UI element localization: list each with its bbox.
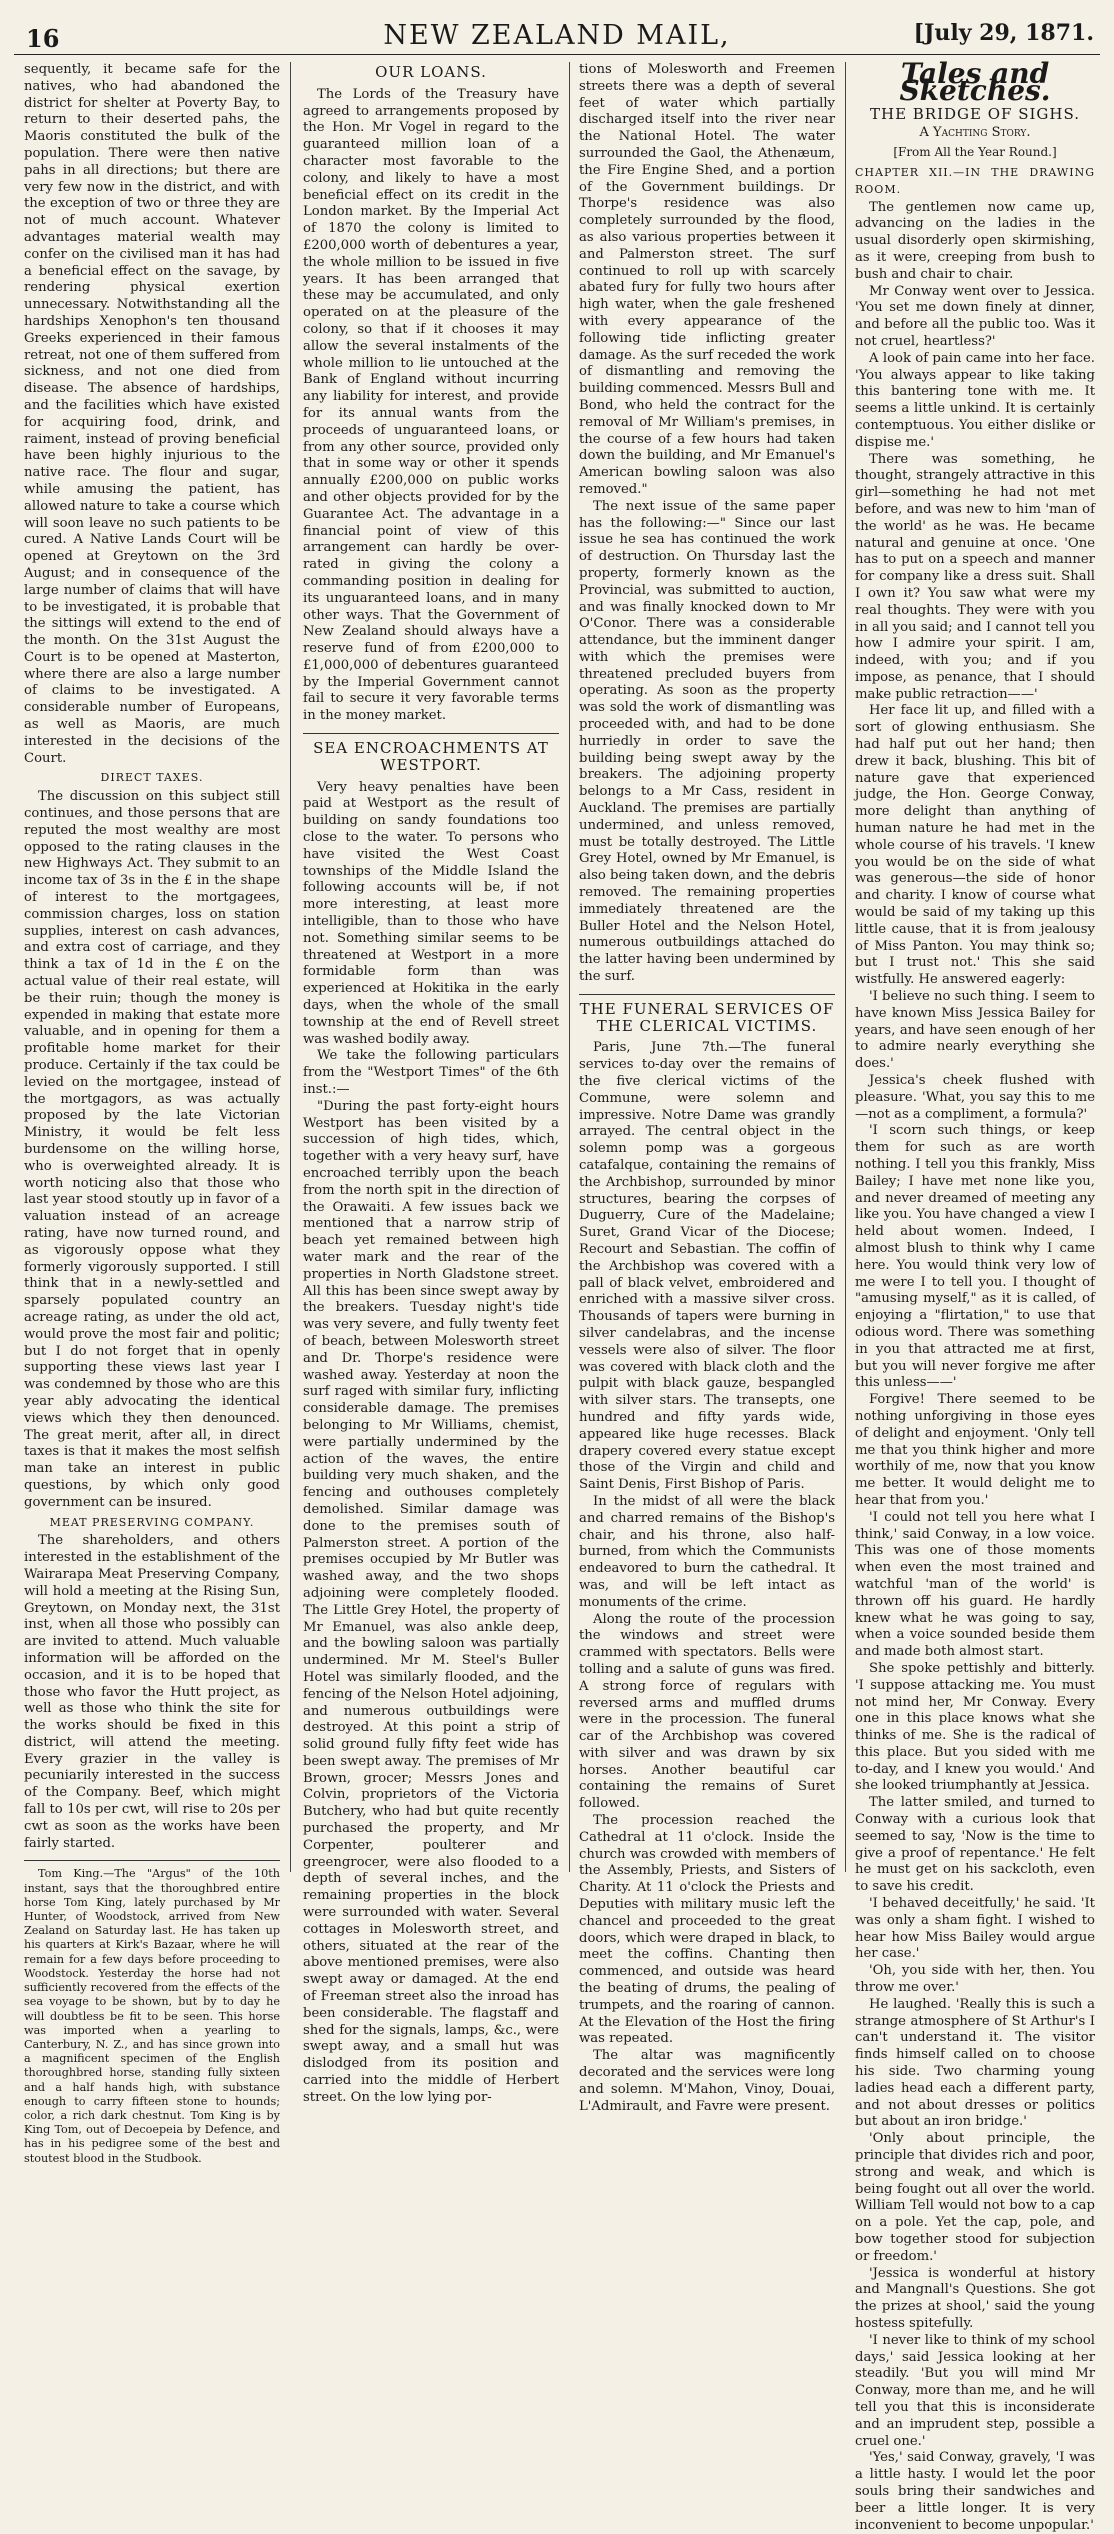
story-paragraph: Mr Conway went over to Jessica. 'You set me down finely at dinner, and before all the public too. Was it not cruel, heartless?' bbox=[855, 283, 1095, 349]
story-paragraph: 'Yes,' said Conway, gravely, 'I was a little hasty. I would let the poor souls bring their sandwiches and beer a little longer. It is very inconvenient to become unpopular.' bbox=[855, 2450, 1095, 2533]
story-subtitle: A Yachting Story. bbox=[919, 125, 1031, 141]
article-paragraph: tions of Molesworth and Freemen streets there was a depth of several feet of water which partially discharged itself into the river near the National Hotel. The water surrounded the Gaol, the Athenæum, the Fire Engine Shed, and a portion of the Government buildings. Dr Thorpe's residence was also completely surrounded by the flood, as also various properties between it and Palmerston street. The surf continued to roll up with scarcely abated fury for fully two hours after high water, when the gale freshened with every appearance of the following tide inflicting greater damage. As the surf receded the work of dismantling and removing the building commenced. Messrs Bull and Bond, who held the contract for the removal of Mr William's premises, in the course of a few hours had taken down the building, and Mr Emanuel's American bowling saloon was also removed." bbox=[579, 62, 835, 497]
section-title: Tales and Sketches. bbox=[899, 57, 1051, 107]
story-paragraph: 'Jessica is wonderful at history and Mangnall's Questions. She got the prizes at shool,' said the young hostess spitefully. bbox=[855, 2265, 1095, 2331]
article-paragraph: The procession reached the Cathedral at 11 o'clock. Inside the church was crowded with members of the Assembly, Priests, and Sisters of Charity. At 11 o'clock the Priests and Deputies with military music left the chancel and proceeded to the great doors, which were draped in black, to meet the coffins. Chanting then commenced, and outside was heard the beating of drums, the pealing of trumpets, and the roaring of cannon. At the Elevation of the Host the firing was repeated. bbox=[579, 1813, 835, 2047]
story-paragraph: 'I behaved deceitfully,' he said. 'It was only a sham fight. I wished to hear how Miss Bailey would argue her case.' bbox=[855, 1896, 1095, 1962]
story-paragraph: She spoke pettishly and bitterly. 'I suppose attacking me. You must not mind her, Mr Conway. Every one in this place knows what she thinks of me. She is the radical of this place. But you sided with me to-day, and I knew you would.' And she looked triumphantly at Jessica. bbox=[855, 1660, 1095, 1794]
chapter-heading: CHAPTER XII.—IN THE DRAWING ROOM. bbox=[855, 165, 1095, 196]
article-paragraph: The discussion on this subject still continues, and those persons that are reputed the most wealthy are most opposed to the rating clauses in the new Highways Act. They submit to an income tax of 3s in the £ in the shape of interest to the mortgagees, commission charges, loss on station supplies, interest on cash advances, and extra cost of carriage, and they think a tax of 1d in the £ on the actual value of their real estate, will be their ruin; though the money is expended in making that estate more valuable, and in opening for them a profitable home market for their produce. Certainly if the tax could be levied on the mortgagee, instead of the mortgagors, as was actually proposed by the late Victorian Ministry, it would be felt less burdensome on the willing horse, who is overweighted already. It is worth noticing also that those who last year stood stoutly up in favor of a valuation instead of an acreage rating, have now turned round, and as vigorously oppose what they formerly vigorously supported. I still think that in a newly-settled and sparsely populated country an acreage rating, as under the old act, would prove the most fair and politic; but I do not forget that in openly supporting these views last year I was condemned by those who are this year ably advocating the identical views which they then denounced. The great merit, after all, in direct taxes is that it makes the most selfish man take an interest in public questions, by which only good government can be insured. bbox=[24, 789, 280, 1510]
article-paragraph: The altar was magnificently decorated and the services were long and solemn. M'Mahon, Vinoy, Douai, L'Admirault, and Favre were present. bbox=[579, 2048, 835, 2114]
story-paragraph: 'Only about principle, the principle that divides rich and poor, strong and weak, and which is being fought out all over the world. William Tell would not bow to a cap on a pole. Yet the cap, pole, and bow together stood for subjection or freedom.' bbox=[855, 2131, 1095, 2264]
story-paragraph: 'I believe no such thing. I seem to have known Miss Jessica Bailey for years, and have seen enough of her to admire nearly everything she does.' bbox=[855, 989, 1095, 1072]
news-item: Tom King.—The "Argus" of the 10th instant, says that the thoroughbred entire horse Tom King, lately purchased by Mr Hunter, of Woodstock, arrived from New Zealand on Saturday last. He has taken up his quarters at Kirk's Bazaar, where he will remain for a few days before proceeding to Woodstock. Yesterday the horse had not sufficiently recovered from the effects of the sea voyage to be shown, but by to day he will doubtless be fit to be seen. This horse was imported when a yearling to Canterbury, N. Z., and has since grown into a magnificent specimen of the English thoroughbred horse, standing fully sixteen and a half hands high, with substance enough to carry fifteen stone to hounds; color, a rich dark chestnut. Tom King is by King Tom, out of Decoepeia by Defence, and has in his pedigree some of the best and stoutest blood in the Studbook. bbox=[24, 1867, 280, 2165]
article-heading: OUR LOANS. bbox=[375, 63, 487, 81]
story-paragraph: Her face lit up, and filled with a sort of glowing enthusiasm. She had half put out her hand; then drew it back, blushing. This bit of nature gave that experienced judge, the Hon. George Conway, more delight than anything of human nature he had met in the whole course of his travels. 'I knew you would be on the side of what was generous—the side of honor and charity. I know of course what would be said of my taking up this little cause, that it is from jealousy of Miss Panton. You may think so; but I trust not.' This she said wistfully. He answered eagerly: bbox=[855, 703, 1095, 988]
column-4 bbox=[855, 57, 1095, 2533]
story-paragraph: 'I could not tell you here what I think,' said Conway, in a low voice. This was one of those moments when even the most trained and watchful 'man of the world' is thrown off his guard. He hardly knew what he was going to say, when a voice sounded beside them and made both almost start. bbox=[855, 1509, 1095, 1660]
article-paragraph: The Lords of the Treasury have agreed to arrangements proposed by the Hon. Mr Vogel in regard to the guaranteed million loan of a character most favorable to the colony, and likely to have a most beneficial effect on its credit in the London market. By the Imperial Act of 1870 the colony is limited to £200,000 worth of debentures a year, the whole million to be issued in five years. It has been arranged that these may be accumulated, and only operated on at the pleasure of the colony, so that if it chooses it may allow the several instalments of the whole million to lie untouched at the Bank of England without incurring any liability for interest, and provide for its annual wants from the proceeds of unguaranteed loans, or from any other source, provided only that in some way or other it spends annually £200,000 on public works and other objects provided for by the Guarantee Act. The advantage in a financial point of view of this arrangement can hardly be over-rated in giving the colony a commanding position in dealing for its unguaranteed loans, and in many other ways. That the Government of New Zealand should always have a reserve fund of from £200,000 to £1,000,000 of debentures guaranteed by the Imperial Government cannot fail to secure it very favorable terms in the money market. bbox=[303, 86, 559, 724]
story-paragraph: A look of pain came into her face. 'You always appear to like taking this bantering tone with me. It seems a little unkind. It is certainly contemptuous. You either dislike or dispise me.' bbox=[855, 350, 1095, 450]
issue-date: [July 29, 1871. bbox=[913, 20, 1094, 46]
article-paragraph: "During the past forty-eight hours Westport has been visited by a succession of high tides, which, together with a very heavy surf, have encroached terribly upon the beach from the north spit in the direction of the Orawaiti. A few issues back we mentioned that a narrow strip of beach yet remained between high water mark and the rear of the properties in North Gladstone street. All this has been since swept away by the breakers. Tuesday night's tide was very severe, and fully twenty feet of beach, between Molesworth street and Dr. Thorpe's residence were washed away. Yesterday at noon the surf raged with similar fury, inflicting considerable damage. The premises belonging to Mr Williams, chemist, were partially undermined by the action of the waves, the entire building very much shaken, and the fencing and outhouses completely demolished. Similar damage was done to the premises south of Palmerston street. A portion of the premises occupied by Mr Butler was washed away, and the two shops adjoining were completely flooded. The Little Grey Hotel, the property of Mr Emanuel, was also ankle deep, and the bowling saloon was partially undermined. Mr M. Steel's Buller Hotel was similarly flooded, and the fencing of the Nelson Hotel adjoining, and numerous outbuildings were destroyed. At this point a strip of solid ground fully fifty feet wide has been swept away. The premises of Mr Brown, grocer; Messrs Jones and Colvin, proprietors of the Victoria Butchery, who had but quite recently purchased the property, and Mr Corpenter, poulterer and greengrocer, were also flooded to a depth of several inches, and the remaining properties in the block were surrounded with water. Several cottages in Molesworth street, and others, situated at the rear of the above mentioned premises, were also swept away or damaged. At the end of Freeman street also the inroad has been considerable. The flagstaff and shed for the signals, lamps, &c., were swept away, and a small hut was dislodged from its position and carried into the middle of Herbert street. On the low lying por- bbox=[303, 1098, 559, 2105]
masthead bbox=[14, 10, 1100, 55]
newspaper-page bbox=[14, 10, 1100, 2533]
article-heading: THE FUNERAL SERVICES OF THE CLERICAL VICTIMS. bbox=[579, 999, 835, 1035]
story-source: [From All the Year Round.] bbox=[893, 145, 1057, 160]
article-paragraph: sequently, it became safe for the natives, who had abandoned the district for shelter at Poverty Bay, to return to their deserted pahs, the Maoris constituted the bulk of the population. There were then native pahs in all directions; but there are very few now in the district, and with the exception of two or three they are not of much account. Whatever advantages material wealth may confer on the civilised man it has had a beneficial effect on the savage, by rendering physical exertion unnecessary. Notwithstanding all the hardships Xenophon's ten thousand Greeks experienced in their famous retreat, not one of them suffered from sickness, and not one died from disease. The absence of hardships, and the facilities which have existed for acquiring food, drink, and raiment, instead of proving beneficial have been highly injurious to the native race. The flour and sugar, while amusing the patient, has allowed nature to take a course which will soon leave no such patients to be cured. A Native Lands Court will be opened at Greytown on the 3rd August; and in consequence of the large number of claims that will have to be investigated, it is probable that the sittings will extend to the end of the month. On the 31st August the Court is to be opened at Masterton, where there are also a large number of claims to be investigated. A considerable number of Europeans, as well as Maoris, are much interested in the decisions of the Court. bbox=[24, 62, 280, 766]
column-rule bbox=[290, 62, 291, 1872]
article-paragraph: We take the following particulars from the "Westport Times" of the 6th inst.:— bbox=[303, 1048, 559, 1098]
article-paragraph: The next issue of the same paper has the following:—" Since our last issue he sea has continued the work of destruction. On Thursday last the property, formerly known as the Provincial, was submitted to auction, and was finally knocked down to Mr O'Conor. There was a considerable attendance, but the imminent danger with which the premises were threatened precluded buyers from operating. As soon as the property was sold the work of dismantling was proceeded with, and had to be done hurriedly in order to save the building being swept away by the breakers. The adjoining property belongs to a Mr Cass, resident in Auckland. The premises are partially undermined, and unless removed, must be totally destroyed. The Little Grey Hotel, owned by Mr Emanuel, is also being taken down, and the debris removed. The remaining properties immediately threatened are the Buller Hotel and the Nelson Hotel, numerous outbuildings attached do the latter having been undermined by the surf. bbox=[579, 498, 835, 985]
page-number: 16 bbox=[26, 24, 60, 53]
story-paragraph: He laughed. 'Really this is such a strange atmosphere of St Arthur's I can't understand it. The visitor finds himself called on to choose his side. Two charming young ladies head each a different party, and not about dresses or politics but about an iron bridge.' bbox=[855, 1996, 1095, 2130]
divider bbox=[24, 1860, 280, 1861]
article-paragraph: Paris, June 7th.—The funeral services to-day over the remains of the five clerical victims of the Commune, were solemn and impressive. Notre Dame was grandly arrayed. The central object in the solemn pomp was a gorgeous catafalque, containing the remains of the Archbishop, surrounded by minor structures, bearing the corpses of Duguerry, Cure of the Madelaine; Suret, Grand Vicar of the Diocese; Recourt and Sebastian. The coffin of the Archbishop was covered with a pall of black velvet, embroidered and enriched with a massive silver cross. Thousands of tapers were burning in silver candelabras, and the incense vessels were also of silver. The floor was covered with black cloth and the pulpit with black gauze, bespangled with silver stars. The transepts, one hundred and fifty yards wide, appeared like huge recesses. Black drapery covered every statue except those of the Virgin and child and Saint Denis, First Bishop of Paris. bbox=[579, 1040, 835, 1493]
story-paragraph: 'Oh, you side with her, then. You throw me over.' bbox=[855, 1963, 1095, 1996]
section-heading: MEAT PRESERVING COMPANY. bbox=[49, 1515, 255, 1529]
newspaper-title: NEW ZEALAND MAIL, bbox=[383, 20, 731, 51]
story-paragraph: There was something, he thought, strangely attractive in this girl—something he had not met before, and was new to him 'man of the world' as he was. He became natural and genuine at once. 'One has to put on a speech and manner for company like a dress suit. Shall I own it? You saw what were my real thoughts. They were with you in all you said; and I cannot tell you how I admire your spirit. I am, indeed, with you; and if you impose, as penance, that I should make public retraction——' bbox=[855, 451, 1095, 702]
divider bbox=[579, 994, 835, 995]
column-2 bbox=[303, 62, 559, 2105]
story-paragraph: Forgive! There seemed to be nothing unforgiving in those eyes of delight and enjoyment. 'Only tell me that you think higher and more worthily of me, now that you know me better. It would delight me to hear that from you.' bbox=[855, 1392, 1095, 1508]
article-paragraph: Very heavy penalties have been paid at Westport as the result of building on sandy foundations too close to the water. To persons who have visited the West Coast townships of the Middle Island the following accounts will be, if not more interesting, at least more intelligible, than to those who have not. Something similar seems to be threatened at Westport in a more formidable form than was experienced at Hokitika in the early days, when the whole of the small township at the end of Revell street was washed bodily away. bbox=[303, 779, 559, 1047]
story-paragraph: Jessica's cheek flushed with pleasure. 'What, you say this to me—not as a compliment, a formula?' bbox=[855, 1073, 1095, 1122]
section-heading: DIRECT TAXES. bbox=[100, 771, 204, 785]
story-paragraph: The latter smiled, and turned to Conway with a curious look that seemed to say, 'Now is the time to give a proof of repentance.' He felt he must get on his sackcloth, even to save his credit. bbox=[855, 1795, 1095, 1895]
story-title: THE BRIDGE OF SIGHS. bbox=[869, 104, 1081, 123]
column-1 bbox=[24, 62, 280, 2165]
article-paragraph: Along the route of the procession the windows and street were crammed with spectators. Bells were tolling and a salute of guns was fired. A strong force of regulars with reversed arms and muffled drums were in the procession. The funeral car of the Archbishop was covered with silver and was drawn by six horses. Another beautiful car containing the remains of Suret followed. bbox=[579, 1611, 835, 1812]
story-paragraph: The gentlemen now came up, advancing on the ladies in the usual disorderly open skirmishing, as it were, creeping from bush to bush and chair to chair. bbox=[855, 199, 1095, 282]
column-3 bbox=[579, 62, 835, 2114]
article-paragraph: In the midst of all were the black and charred remains of the Bishop's chair, and his throne, also half-burned, from which the Communists endeavored to burn the cathedral. It was, and will be left intact as monuments of the crime. bbox=[579, 1493, 835, 1610]
article-heading: SEA ENCROACHMENTS AT WESTPORT. bbox=[313, 739, 549, 774]
story-paragraph: 'I scorn such things, or keep them for such as are worth nothing. I tell you this frankly, Miss Bailey; I have met none like you, and never dreamed of meeting any like you. You have changed a view I held about women. Indeed, I almost blush to think why I came here. You would think very low of me were I to tell you. I thought of "amusing myself," as it is called, of enjoying a "flirtation," to use that odious word. There was something in you that attracted me at first, but you will never forgive me after this unless——' bbox=[855, 1123, 1095, 1391]
column-rule bbox=[569, 62, 570, 1872]
column-rule bbox=[845, 62, 846, 1872]
article-paragraph: The shareholders, and others interested in the establishment of the Wairarapa Meat Preserving Company, will hold a meeting at the Rising Sun, Greytown, on Monday next, the 31st inst, when all those who possibly can are invited to attend. Much valuable information will be afforded on the occasion, and it is to be hoped that those who favor the Hutt project, as well as those who think the site for the works should be fixed in this district, will attend the meeting. Every grazier in the valley is pecuniarily interested in the success of the Company. Beef, which might fall to 10s per cwt, will rise to 20s per cwt as soon as the works have been fairly started. bbox=[24, 1533, 280, 1851]
story-paragraph: 'I never like to think of my school days,' said Jessica looking at her steadily. 'But you will mind Mr Conway, more than me, and he will tell you that this is inconsiderate and an imprudent step, possible a cruel one.' bbox=[855, 2332, 1095, 2449]
divider bbox=[303, 733, 559, 734]
